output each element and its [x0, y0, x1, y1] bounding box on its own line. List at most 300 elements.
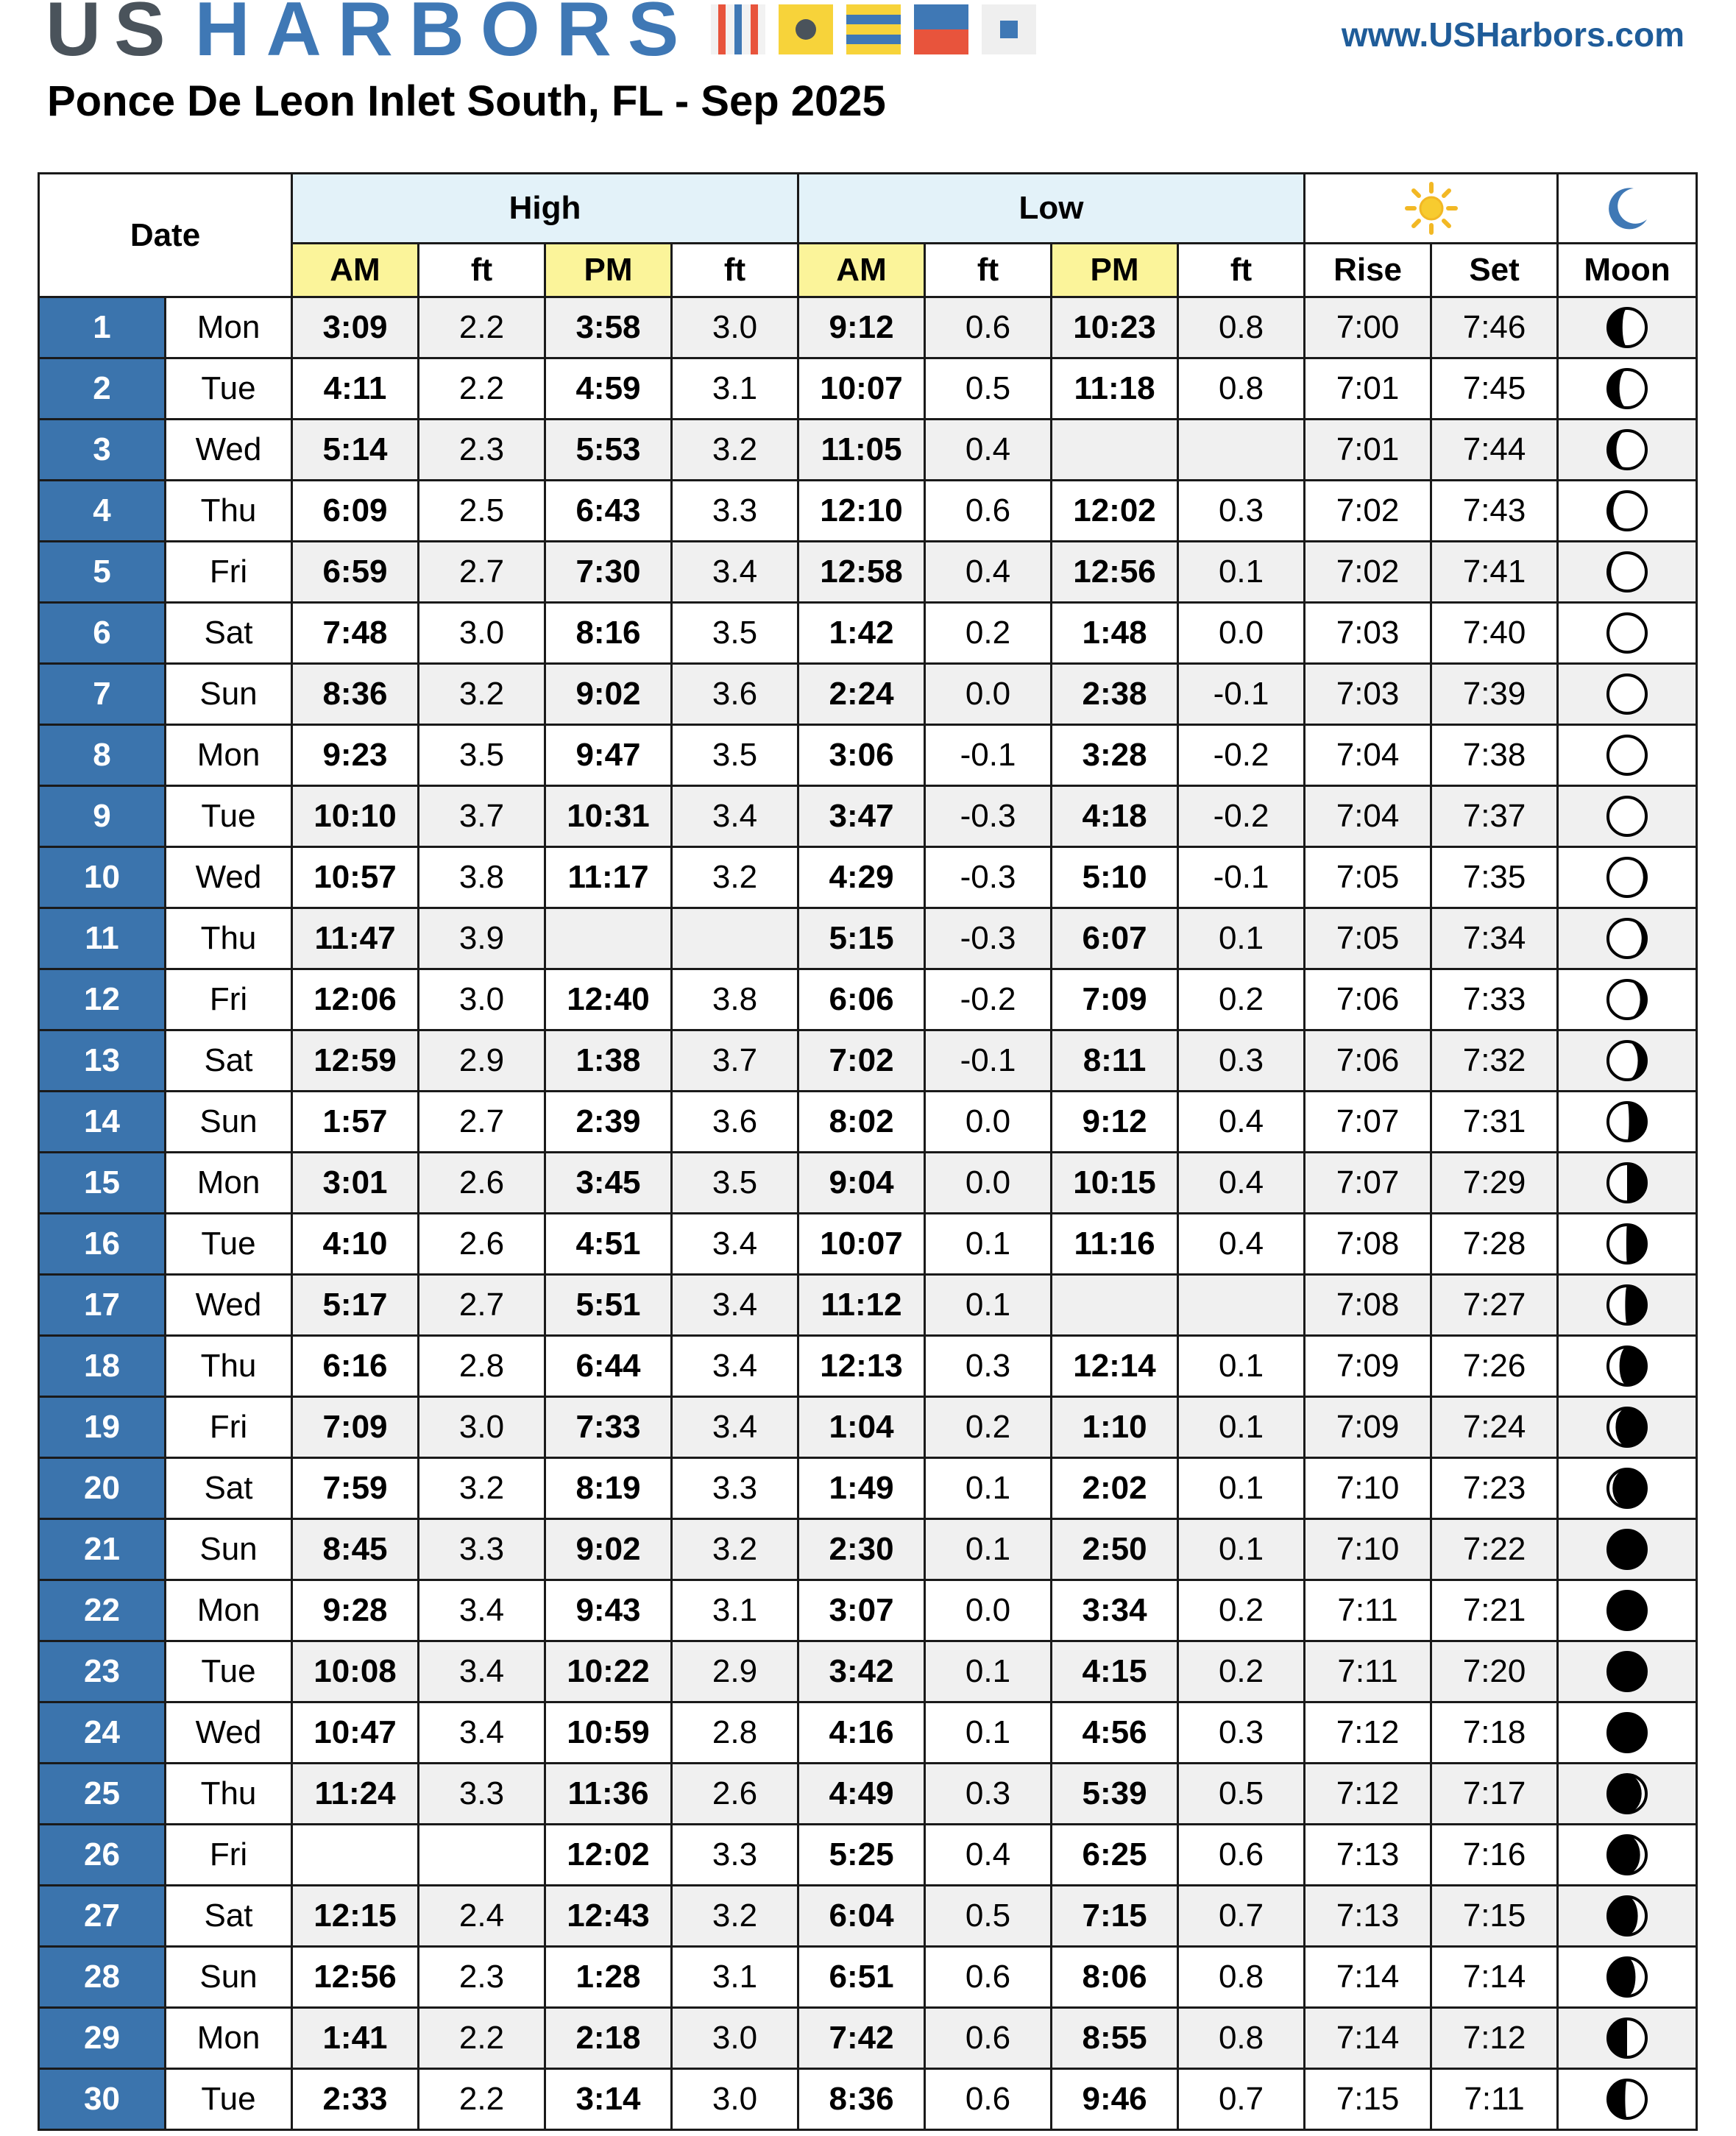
high-am-height: 3.3 — [419, 1764, 545, 1825]
low-pm-height: 0.1 — [1178, 1458, 1305, 1519]
table-row — [39, 1214, 1697, 1275]
header-high-pm-ft: ft — [672, 244, 798, 297]
low-am-time: 5:25 — [798, 1825, 925, 1886]
low-pm-height: 0.2 — [1178, 969, 1305, 1030]
moon-phase-cell — [1558, 603, 1697, 664]
low-pm-height: 0.1 — [1178, 542, 1305, 603]
high-pm-time: 7:30 — [545, 542, 672, 603]
day-number: 27 — [39, 1886, 166, 1947]
day-of-week: Mon — [166, 725, 292, 786]
sunrise-time: 7:01 — [1305, 420, 1431, 481]
header-low-pm: PM — [1052, 244, 1178, 297]
moon-phase-cell — [1558, 1519, 1697, 1580]
moon-phase-icon — [1604, 1281, 1651, 1329]
high-pm-time: 12:40 — [545, 969, 672, 1030]
low-pm-time: 8:55 — [1052, 2008, 1178, 2069]
low-pm-height: 0.1 — [1178, 1519, 1305, 1580]
low-pm-height: 0.8 — [1178, 2008, 1305, 2069]
low-am-time: 2:24 — [798, 664, 925, 725]
low-am-height: 0.1 — [925, 1641, 1052, 1702]
day-number: 1 — [39, 297, 166, 358]
sunset-time: 7:22 — [1431, 1519, 1558, 1580]
low-am-time: 3:06 — [798, 725, 925, 786]
high-am-height: 3.4 — [419, 1641, 545, 1702]
low-pm-time — [1052, 1275, 1178, 1336]
moon-phase-cell — [1558, 664, 1697, 725]
table-row — [39, 725, 1697, 786]
high-am-time: 9:23 — [292, 725, 419, 786]
moon-phase-cell — [1558, 1153, 1697, 1214]
day-number: 3 — [39, 420, 166, 481]
moon-phase-icon — [1604, 487, 1651, 534]
sunrise-time: 7:08 — [1305, 1214, 1431, 1275]
low-pm-time: 12:14 — [1052, 1336, 1178, 1397]
high-pm-time: 12:02 — [545, 1825, 672, 1886]
low-am-time: 3:07 — [798, 1580, 925, 1641]
high-pm-time — [545, 908, 672, 969]
low-am-height: 0.1 — [925, 1702, 1052, 1764]
moon-phase-icon — [1604, 426, 1651, 473]
day-number: 14 — [39, 1092, 166, 1153]
high-pm-height: 3.1 — [672, 1580, 798, 1641]
low-pm-time: 4:56 — [1052, 1702, 1178, 1764]
high-am-height: 2.3 — [419, 1947, 545, 2008]
sunrise-time: 7:14 — [1305, 1947, 1431, 2008]
high-pm-time: 3:58 — [545, 297, 672, 358]
moon-phase-icon — [1604, 854, 1651, 901]
day-number: 26 — [39, 1825, 166, 1886]
low-pm-time: 2:50 — [1052, 1519, 1178, 1580]
sunset-time: 7:34 — [1431, 908, 1558, 969]
sunrise-time: 7:08 — [1305, 1275, 1431, 1336]
low-am-height: 0.6 — [925, 481, 1052, 542]
day-of-week: Sun — [166, 1519, 292, 1580]
high-pm-height: 3.1 — [672, 1947, 798, 2008]
low-pm-time: 6:07 — [1052, 908, 1178, 969]
high-am-height: 2.5 — [419, 481, 545, 542]
day-number: 13 — [39, 1030, 166, 1092]
low-pm-time: 7:15 — [1052, 1886, 1178, 1947]
low-am-time: 1:49 — [798, 1458, 925, 1519]
sunset-time: 7:38 — [1431, 725, 1558, 786]
high-pm-height: 3.6 — [672, 1092, 798, 1153]
high-am-time: 10:57 — [292, 847, 419, 908]
signal-flags — [711, 3, 1036, 56]
day-of-week: Thu — [166, 1336, 292, 1397]
high-am-height: 3.0 — [419, 969, 545, 1030]
day-number: 29 — [39, 2008, 166, 2069]
low-am-height: 0.6 — [925, 297, 1052, 358]
high-pm-time: 9:43 — [545, 1580, 672, 1641]
low-pm-time: 8:06 — [1052, 1947, 1178, 2008]
moon-phase-icon — [1604, 609, 1651, 657]
header-high-am-ft: ft — [419, 244, 545, 297]
low-am-time: 6:04 — [798, 1886, 925, 1947]
high-am-height: 2.4 — [419, 1886, 545, 1947]
signal-flag-split-icon — [914, 4, 968, 54]
moon-phase-cell — [1558, 1702, 1697, 1764]
low-am-height: 0.4 — [925, 542, 1052, 603]
day-of-week: Fri — [166, 1825, 292, 1886]
moon-phase-icon — [1604, 1648, 1651, 1695]
moon-phase-cell — [1558, 1764, 1697, 1825]
low-pm-height: 0.3 — [1178, 1702, 1305, 1764]
day-number: 21 — [39, 1519, 166, 1580]
low-pm-height: 0.7 — [1178, 1886, 1305, 1947]
low-am-height: 0.6 — [925, 2069, 1052, 2130]
sunset-time: 7:41 — [1431, 542, 1558, 603]
high-pm-height: 3.4 — [672, 1397, 798, 1458]
high-pm-time: 6:43 — [545, 481, 672, 542]
table-row — [39, 1458, 1697, 1519]
moon-phase-icon — [1604, 1953, 1651, 2001]
high-am-time: 4:10 — [292, 1214, 419, 1275]
tide-table-body — [39, 297, 1697, 2130]
low-pm-height: 0.8 — [1178, 358, 1305, 420]
high-pm-height: 3.4 — [672, 1214, 798, 1275]
sunrise-time: 7:02 — [1305, 481, 1431, 542]
high-am-time: 10:10 — [292, 786, 419, 847]
low-am-height: 0.2 — [925, 603, 1052, 664]
day-number: 9 — [39, 786, 166, 847]
sunrise-time: 7:14 — [1305, 2008, 1431, 2069]
sunrise-time: 7:11 — [1305, 1641, 1431, 1702]
sunrise-time: 7:12 — [1305, 1702, 1431, 1764]
low-pm-time: 3:28 — [1052, 725, 1178, 786]
moon-phase-icon — [1604, 1770, 1651, 1817]
high-am-time: 8:45 — [292, 1519, 419, 1580]
header-sun — [1305, 174, 1558, 244]
high-pm-height: 3.4 — [672, 786, 798, 847]
day-number: 6 — [39, 603, 166, 664]
sunrise-time: 7:09 — [1305, 1397, 1431, 1458]
moon-phase-cell — [1558, 2069, 1697, 2130]
sunset-time: 7:32 — [1431, 1030, 1558, 1092]
high-pm-time: 11:36 — [545, 1764, 672, 1825]
moon-phase-cell — [1558, 1092, 1697, 1153]
high-am-height: 3.0 — [419, 1397, 545, 1458]
low-am-time: 12:10 — [798, 481, 925, 542]
low-am-time: 12:58 — [798, 542, 925, 603]
moon-phase-cell — [1558, 847, 1697, 908]
low-am-time: 7:02 — [798, 1030, 925, 1092]
header-low: Low — [798, 174, 1305, 244]
low-am-height: 0.2 — [925, 1397, 1052, 1458]
low-am-time: 12:13 — [798, 1336, 925, 1397]
moon-phase-cell — [1558, 542, 1697, 603]
moon-phase-cell — [1558, 1580, 1697, 1641]
sunset-time: 7:46 — [1431, 297, 1558, 358]
sunrise-time: 7:07 — [1305, 1092, 1431, 1153]
high-pm-height: 3.4 — [672, 542, 798, 603]
low-am-time: 5:15 — [798, 908, 925, 969]
low-am-time: 3:47 — [798, 786, 925, 847]
sunset-time: 7:16 — [1431, 1825, 1558, 1886]
high-am-time: 9:28 — [292, 1580, 419, 1641]
sunset-time: 7:28 — [1431, 1214, 1558, 1275]
low-am-time: 1:04 — [798, 1397, 925, 1458]
sunset-time: 7:17 — [1431, 1764, 1558, 1825]
moon-phase-cell — [1558, 725, 1697, 786]
day-of-week: Tue — [166, 358, 292, 420]
table-row — [39, 2069, 1697, 2130]
day-of-week: Tue — [166, 1214, 292, 1275]
day-of-week: Wed — [166, 420, 292, 481]
table-row — [39, 481, 1697, 542]
day-of-week: Wed — [166, 1702, 292, 1764]
day-of-week: Tue — [166, 786, 292, 847]
moon-phase-cell — [1558, 1336, 1697, 1397]
day-of-week: Fri — [166, 1397, 292, 1458]
low-am-time: 6:51 — [798, 1947, 925, 2008]
low-am-height: 0.1 — [925, 1214, 1052, 1275]
high-am-height: 3.0 — [419, 603, 545, 664]
high-pm-height: 3.2 — [672, 420, 798, 481]
low-am-height: 0.1 — [925, 1275, 1052, 1336]
high-am-time: 5:17 — [292, 1275, 419, 1336]
table-row — [39, 2008, 1697, 2069]
sunrise-time: 7:02 — [1305, 542, 1431, 603]
high-pm-time: 3:45 — [545, 1153, 672, 1214]
day-number: 19 — [39, 1397, 166, 1458]
moon-phase-icon — [1604, 1159, 1651, 1206]
high-am-time: 6:59 — [292, 542, 419, 603]
low-pm-height: 0.5 — [1178, 1764, 1305, 1825]
high-am-time: 3:09 — [292, 297, 419, 358]
high-am-time — [292, 1825, 419, 1886]
low-pm-height: 0.0 — [1178, 603, 1305, 664]
moon-phase-cell — [1558, 358, 1697, 420]
low-am-time: 3:42 — [798, 1641, 925, 1702]
day-number: 20 — [39, 1458, 166, 1519]
table-row — [39, 603, 1697, 664]
high-am-height: 3.3 — [419, 1519, 545, 1580]
low-pm-time: 9:12 — [1052, 1092, 1178, 1153]
table-row — [39, 664, 1697, 725]
high-am-time: 10:08 — [292, 1641, 419, 1702]
table-row — [39, 1886, 1697, 1947]
low-pm-time: 3:34 — [1052, 1580, 1178, 1641]
high-pm-time: 9:02 — [545, 664, 672, 725]
high-am-time: 7:09 — [292, 1397, 419, 1458]
table-row — [39, 542, 1697, 603]
moon-phase-icon — [1604, 915, 1651, 962]
low-am-height: 0.1 — [925, 1519, 1052, 1580]
high-pm-height: 3.2 — [672, 847, 798, 908]
low-am-time: 10:07 — [798, 358, 925, 420]
moon-phase-cell — [1558, 969, 1697, 1030]
day-number: 12 — [39, 969, 166, 1030]
day-number: 18 — [39, 1336, 166, 1397]
high-pm-time: 10:22 — [545, 1641, 672, 1702]
high-am-height: 2.6 — [419, 1153, 545, 1214]
moon-phase-icon — [1604, 1098, 1651, 1145]
site-url-link[interactable]: www.USHarbors.com — [1341, 15, 1684, 54]
high-am-height: 3.2 — [419, 664, 545, 725]
day-of-week: Sun — [166, 664, 292, 725]
day-of-week: Fri — [166, 969, 292, 1030]
high-pm-height: 3.6 — [672, 664, 798, 725]
day-number: 5 — [39, 542, 166, 603]
low-pm-time: 5:39 — [1052, 1764, 1178, 1825]
table-row — [39, 297, 1697, 358]
low-pm-height: 0.3 — [1178, 481, 1305, 542]
day-of-week: Mon — [166, 1153, 292, 1214]
sunset-time: 7:45 — [1431, 358, 1558, 420]
table-row — [39, 1580, 1697, 1641]
table-row — [39, 969, 1697, 1030]
low-pm-height: 0.2 — [1178, 1580, 1305, 1641]
high-pm-time: 10:59 — [545, 1702, 672, 1764]
header-sunrise: Rise — [1305, 244, 1431, 297]
sunset-time: 7:27 — [1431, 1275, 1558, 1336]
sunset-time: 7:39 — [1431, 664, 1558, 725]
header-sunset: Set — [1431, 244, 1558, 297]
low-pm-time: 4:15 — [1052, 1641, 1178, 1702]
table-row — [39, 847, 1697, 908]
low-pm-height: -0.2 — [1178, 786, 1305, 847]
site-logo — [46, 0, 1036, 72]
high-am-time: 1:41 — [292, 2008, 419, 2069]
high-pm-time: 7:33 — [545, 1397, 672, 1458]
low-pm-time: 6:25 — [1052, 1825, 1178, 1886]
high-pm-time: 3:14 — [545, 2069, 672, 2130]
high-pm-time: 9:47 — [545, 725, 672, 786]
high-am-height: 2.7 — [419, 1275, 545, 1336]
sunset-time: 7:44 — [1431, 420, 1558, 481]
sunrise-time: 7:11 — [1305, 1580, 1431, 1641]
moon-phase-icon — [1604, 1831, 1651, 1878]
high-pm-time: 8:16 — [545, 603, 672, 664]
low-pm-time: 12:56 — [1052, 542, 1178, 603]
moon-phase-cell — [1558, 1825, 1697, 1886]
header-high-pm: PM — [545, 244, 672, 297]
moon-phase-cell — [1558, 1641, 1697, 1702]
signal-flag-square-icon — [982, 4, 1036, 54]
sunset-time: 7:14 — [1431, 1947, 1558, 2008]
low-pm-height: 0.3 — [1178, 1030, 1305, 1092]
high-pm-height: 3.3 — [672, 481, 798, 542]
table-row — [39, 1764, 1697, 1825]
high-am-height: 3.8 — [419, 847, 545, 908]
high-am-height: 2.2 — [419, 358, 545, 420]
high-pm-height: 3.8 — [672, 969, 798, 1030]
sunset-time: 7:33 — [1431, 969, 1558, 1030]
low-pm-height: 0.1 — [1178, 1397, 1305, 1458]
low-am-time: 9:04 — [798, 1153, 925, 1214]
low-am-height: 0.4 — [925, 1825, 1052, 1886]
sunset-time: 7:31 — [1431, 1092, 1558, 1153]
high-am-time: 7:48 — [292, 603, 419, 664]
table-row — [39, 1702, 1697, 1764]
sunset-time: 7:26 — [1431, 1336, 1558, 1397]
day-of-week: Wed — [166, 847, 292, 908]
low-am-height: 0.0 — [925, 1153, 1052, 1214]
low-pm-time: 11:16 — [1052, 1214, 1178, 1275]
low-pm-time: 2:02 — [1052, 1458, 1178, 1519]
high-am-height: 2.8 — [419, 1336, 545, 1397]
moon-phase-cell — [1558, 908, 1697, 969]
low-am-time: 1:42 — [798, 603, 925, 664]
high-am-height — [419, 1825, 545, 1886]
low-pm-time: 5:10 — [1052, 847, 1178, 908]
low-am-time: 11:12 — [798, 1275, 925, 1336]
sun-icon — [1305, 181, 1556, 236]
high-pm-time: 1:28 — [545, 1947, 672, 2008]
header-moon-icon — [1558, 174, 1697, 244]
header-low-am: AM — [798, 244, 925, 297]
sunrise-time: 7:05 — [1305, 908, 1431, 969]
low-am-time: 7:42 — [798, 2008, 925, 2069]
day-of-week: Mon — [166, 297, 292, 358]
moon-phase-icon — [1604, 1465, 1651, 1512]
sunset-time: 7:20 — [1431, 1641, 1558, 1702]
sunrise-time: 7:07 — [1305, 1153, 1431, 1214]
day-of-week: Sat — [166, 603, 292, 664]
sunset-time: 7:29 — [1431, 1153, 1558, 1214]
high-pm-height: 3.0 — [672, 2069, 798, 2130]
moon-phase-icon — [1604, 976, 1651, 1023]
day-of-week: Thu — [166, 908, 292, 969]
low-pm-height: 0.4 — [1178, 1214, 1305, 1275]
low-pm-height: 0.8 — [1178, 1947, 1305, 2008]
moon-phase-icon — [1604, 1587, 1651, 1634]
low-pm-height: 0.1 — [1178, 1336, 1305, 1397]
low-pm-time: 9:46 — [1052, 2069, 1178, 2130]
low-pm-height: -0.2 — [1178, 725, 1305, 786]
high-am-height: 2.2 — [419, 297, 545, 358]
low-am-height: 0.3 — [925, 1764, 1052, 1825]
high-am-time: 6:09 — [292, 481, 419, 542]
crescent-moon-icon — [1559, 183, 1696, 234]
day-number: 4 — [39, 481, 166, 542]
moon-phase-icon — [1604, 671, 1651, 718]
sunrise-time: 7:04 — [1305, 725, 1431, 786]
low-am-height: 0.0 — [925, 1580, 1052, 1641]
sunrise-time: 7:12 — [1305, 1764, 1431, 1825]
high-pm-time: 4:59 — [545, 358, 672, 420]
low-pm-time: 11:18 — [1052, 358, 1178, 420]
high-am-time: 7:59 — [292, 1458, 419, 1519]
logo-harbors: HARBORS — [194, 0, 695, 72]
high-pm-height: 3.2 — [672, 1886, 798, 1947]
low-am-time: 8:02 — [798, 1092, 925, 1153]
sunset-time: 7:35 — [1431, 847, 1558, 908]
high-pm-time: 2:18 — [545, 2008, 672, 2069]
table-row — [39, 1030, 1697, 1092]
low-am-height: 0.5 — [925, 1886, 1052, 1947]
low-pm-time: 1:48 — [1052, 603, 1178, 664]
day-number: 8 — [39, 725, 166, 786]
low-am-height: 0.5 — [925, 358, 1052, 420]
low-am-height: 0.3 — [925, 1336, 1052, 1397]
high-am-height: 2.2 — [419, 2069, 545, 2130]
low-pm-time: 12:02 — [1052, 481, 1178, 542]
low-am-height: 0.0 — [925, 664, 1052, 725]
high-pm-time: 12:43 — [545, 1886, 672, 1947]
sunset-time: 7:37 — [1431, 786, 1558, 847]
low-am-height: 0.6 — [925, 2008, 1052, 2069]
sunset-time: 7:43 — [1431, 481, 1558, 542]
day-number: 24 — [39, 1702, 166, 1764]
moon-phase-icon — [1604, 1892, 1651, 1939]
high-pm-height: 3.1 — [672, 358, 798, 420]
day-of-week: Thu — [166, 1764, 292, 1825]
low-am-height: -0.1 — [925, 725, 1052, 786]
table-row — [39, 420, 1697, 481]
moon-phase-cell — [1558, 1886, 1697, 1947]
low-pm-time: 1:10 — [1052, 1397, 1178, 1458]
